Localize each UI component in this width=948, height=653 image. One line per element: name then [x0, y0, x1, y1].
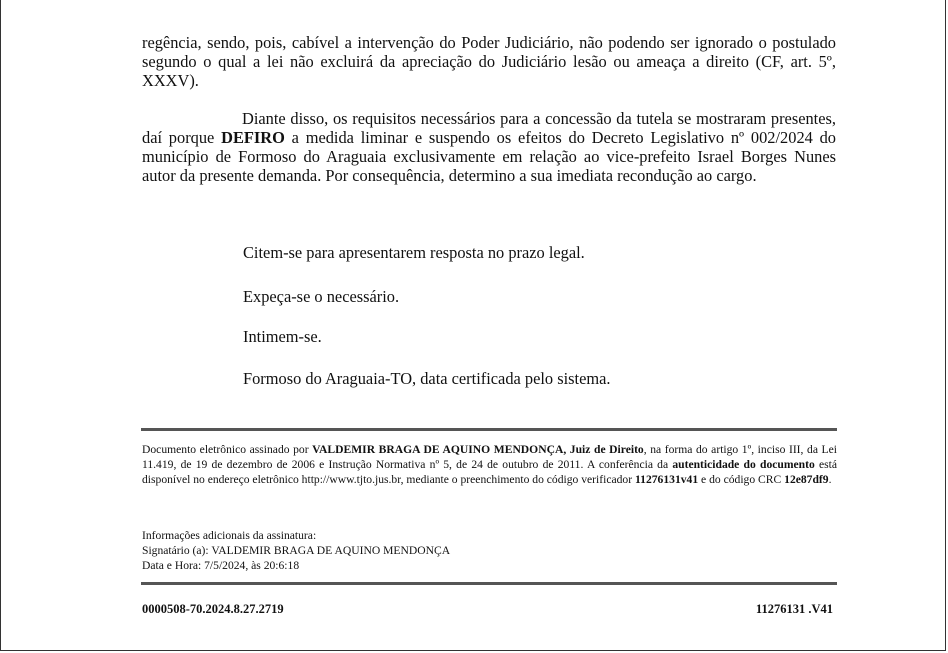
doc-version: 11276131 .V41: [755, 602, 833, 616]
auth-text: autenticidade do documento: [672, 458, 815, 471]
info-datahora: Data e Hora: 7/5/2024, às 20:6:18: [142, 559, 300, 572]
signer-name: VALDEMIR BRAGA DE AQUINO MENDONÇA, Juiz de Direito: [312, 443, 644, 456]
info-signatario: Signatário (a): VALDEMIR BRAGA DE AQUINO MENDONÇA: [142, 544, 451, 557]
defiro-text: DEFIRO: [221, 128, 285, 147]
paragraph-decision-post: a medida liminar e suspendo os efeitos do Decreto Legislativo nº 002/2024 do município de Formoso do Araguaia exclusivamente em relação ao vice-prefeito Israel Borges Nunes autor da presente demanda. Por consequência, determino a sua imediata recondução ao cargo.: [142, 128, 837, 185]
paragraph-decision-pre: Diante disso, os requisitos necessários para a concessão da tutela se mostraram presentes, daí porque: [142, 109, 836, 147]
body-text: [142, 33, 836, 185]
process-number: 0000508-70.2024.8.27.2719: [142, 602, 284, 616]
paragraph-decision: [142, 109, 836, 185]
verifier-code: 11276131v41: [635, 473, 699, 486]
divider-top: [141, 428, 837, 431]
line-local-data: Formoso do Araguaia-TO, data certificada pelo sistema.: [243, 369, 611, 388]
sig-mid1: , na forma do artigo 1º, inciso III, da Lei 11.419, de 19 de dezembro de 2006 e Instrução Normativa nº 5, de 24 de outubro de 2011. A conferência da: [142, 443, 837, 471]
divider-bottom: [141, 582, 837, 585]
sig-mid3: e do código CRC: [698, 473, 785, 486]
sig-pre: Documento eletrônico assinado por: [142, 443, 313, 456]
signature-info: [142, 528, 837, 573]
line-intimem: Intimem-se.: [243, 327, 322, 346]
sig-end: .: [828, 473, 832, 486]
crc-code: 12e87df9: [784, 473, 829, 486]
signature-notice: [142, 442, 837, 487]
line-expeca: Expeça-se o necessário.: [243, 287, 400, 306]
sig-mid2: está disponível no endereço eletrônico http://www.tjto.jus.br, mediante o preenchimento do código verificador: [142, 458, 837, 486]
info-title: Informações adicionais da assinatura:: [142, 529, 317, 542]
line-citem: Citem-se para apresentarem resposta no prazo legal.: [243, 243, 585, 262]
paragraph-regencia: regência, sendo, pois, cabível a intervenção do Poder Judiciário, não podendo ser ignorado o postulado segundo o qual a lei não excluirá da apreciação do Judiciário lesão ou ameaça a direito (CF, art. 5º, XXXV).: [142, 33, 836, 90]
